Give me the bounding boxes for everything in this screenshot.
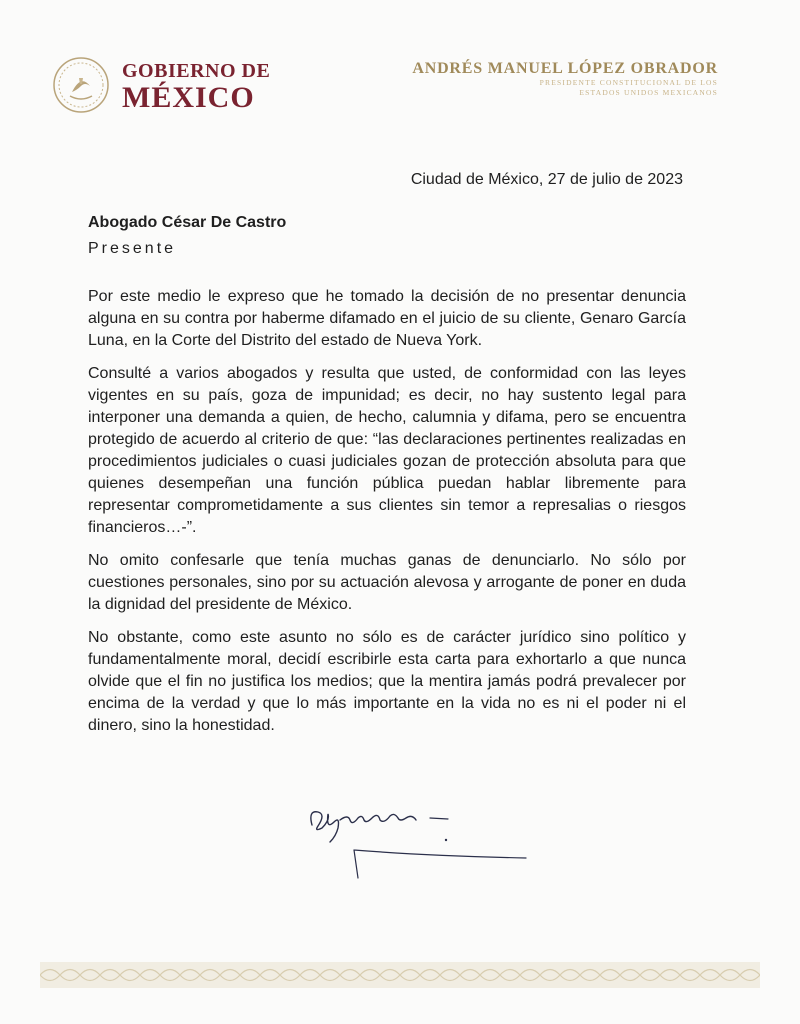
sender-title-line1: PRESIDENTE CONSTITUCIONAL DE LOS xyxy=(539,78,718,87)
gov-line2: MÉXICO xyxy=(122,81,255,114)
addressee: Abogado César De Castro xyxy=(88,214,287,231)
sender-title-line2: ESTADOS UNIDOS MEXICANOS xyxy=(579,88,718,97)
paragraph-2: Consulté a varios abogados y resulta que usted, de conformidad con las leyes vigentes en su país, goza de impunidad; es decir, no hay sustento legal para interponer una demanda a quien, de hecho, calumnia y difama, pero se encuentra protegido de acuerdo al criterio de que: “las declaraciones pertinentes realizadas en procedimientos judiciales o cuasi judiciales gozan de protección absoluta para que quienes desempeñan una función pública puedan hablar libremente para representar comprometidamente a sus clientes sin temor a represalias o riesgos financieros…-”. xyxy=(88,365,686,536)
letter-body xyxy=(88,286,686,748)
sender-block xyxy=(412,60,718,98)
sender-name: ANDRÉS MANUEL LÓPEZ OBRADOR xyxy=(412,60,718,77)
handwritten-signature xyxy=(300,790,540,880)
paragraph-4: No obstante, como este asunto no sólo es de carácter jurídico sino político y fundamentalmente moral, decidí escribirle esta carta para exhortarlo a que nunca olvide que el fin no justifica los medios; que la mentira jamás podrá prevalecer por encima de la verdad y que lo más importante en la vida no es ni el poder ni el dinero, sino la honestidad. xyxy=(88,629,686,734)
gov-line1: GOBIERNO DE xyxy=(122,60,271,82)
paragraph-1: Por este medio le expreso que he tomado la decisión de no presentar denuncia alguna en su contra por haberme difamado en el juicio de su cliente, Genaro García Luna, en la Corte del Distrito del estado de Nueva York. xyxy=(88,288,686,349)
coat-of-arms-seal-icon xyxy=(52,56,110,114)
paragraph-3: No omito confesarle que tenía muchas ganas de denunciarlo. No sólo por cuestiones personales, sino por su actuación alevosa y arrogante de poner en duda la dignidad del presidente de México. xyxy=(88,552,686,613)
letter-date: Ciudad de México, 27 de julio de 2023 xyxy=(410,171,683,188)
government-title xyxy=(122,60,270,114)
footer-ornament-band xyxy=(40,962,760,988)
salutation: Presente xyxy=(88,240,177,257)
